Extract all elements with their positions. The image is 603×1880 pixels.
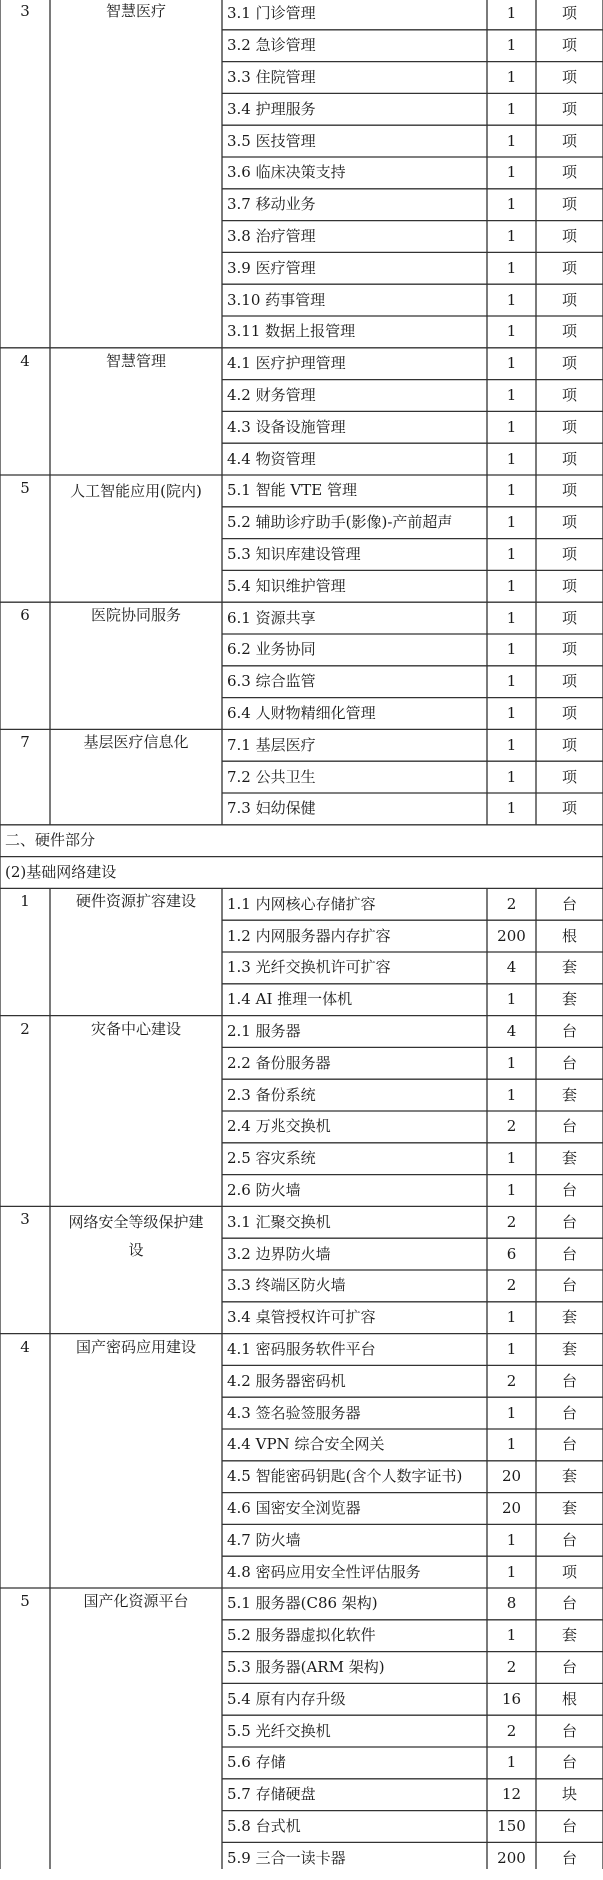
group-name-cell: 国产密码应用建设 [75, 1337, 196, 1356]
item-name-cell: 5.3 服务器(ARM 架构) [227, 1657, 385, 1676]
unit-cell: 项 [561, 258, 577, 277]
item-name-cell: 6.3 综合监管 [227, 672, 316, 691]
unit-cell: 台 [561, 1021, 577, 1040]
quantity-cell: 1 [506, 513, 517, 532]
quantity-cell: 1 [506, 481, 517, 500]
unit-cell: 项 [561, 735, 577, 754]
unit-cell: 台 [561, 1276, 577, 1295]
item-name-cell: 5.9 三合一读卡器 [227, 1848, 346, 1867]
quantity-cell: 1 [506, 67, 517, 86]
quantity-cell: 1 [506, 1180, 517, 1199]
unit-cell: 项 [561, 672, 577, 691]
item-name-cell: 5.7 存储硬盘 [227, 1785, 316, 1804]
unit-cell: 项 [561, 513, 577, 532]
unit-cell: 台 [561, 1212, 577, 1231]
unit-cell: 台 [561, 1753, 577, 1772]
group-number-cell: 2 [20, 1019, 30, 1038]
quantity-cell: 1 [506, 4, 517, 23]
group-name-cell: 硬件资源扩容建设 [75, 892, 196, 911]
unit-cell: 台 [561, 1848, 577, 1867]
unit-cell: 根 [561, 1689, 577, 1708]
group-name-cell: 智慧管理 [105, 351, 166, 370]
item-name-cell: 2.2 备份服务器 [227, 1053, 331, 1072]
group-name-cell: 人工智能应用(院内) [70, 482, 202, 500]
item-name-cell: 5.4 知识维护管理 [227, 576, 346, 595]
quantity-cell: 1 [506, 163, 517, 182]
quantity-cell: 12 [501, 1785, 522, 1804]
quantity-cell: 1 [506, 1530, 517, 1549]
quantity-cell: 1 [506, 354, 517, 373]
item-name-cell: 5.1 智能 VTE 管理 [227, 481, 357, 500]
quantity-cell: 2 [506, 1371, 517, 1390]
quantity-cell: 1 [506, 1403, 517, 1422]
item-name-cell: 5.3 知识库建设管理 [227, 544, 361, 563]
unit-cell: 台 [561, 1530, 577, 1549]
group-name-cell: 智慧医疗 [105, 2, 166, 20]
quantity-cell: 1 [506, 449, 517, 468]
quantity-cell: 1 [506, 767, 517, 786]
quantity-cell: 1 [506, 131, 517, 150]
unit-cell: 套 [561, 1085, 577, 1104]
unit-cell: 套 [561, 1626, 577, 1645]
quantity-cell: 6 [506, 1244, 517, 1263]
item-name-cell: 7.2 公共卫生 [227, 767, 316, 786]
group-number-cell: 3 [20, 1210, 30, 1229]
item-name-cell: 1.2 内网服务器内存扩容 [227, 926, 391, 945]
item-name-cell: 3.11 数据上报管理 [227, 322, 356, 341]
item-name-cell: 7.1 基层医疗 [227, 735, 316, 754]
unit-cell: 块 [561, 1785, 577, 1804]
quantity-cell: 1 [506, 290, 517, 309]
unit-cell: 项 [561, 67, 577, 86]
quantity-cell: 2 [506, 1276, 517, 1295]
unit-cell: 项 [561, 544, 577, 563]
item-name-cell: 4.8 密码应用安全性评估服务 [227, 1562, 421, 1581]
unit-cell: 套 [561, 958, 577, 977]
item-name-cell: 5.2 辅助诊疗助手(影像)-产前超声 [227, 513, 453, 532]
item-name-cell: 7.3 妇幼保健 [227, 799, 316, 818]
item-name-cell: 4.5 智能密码钥匙(含个人数字证书) [227, 1467, 463, 1486]
quantity-cell: 1 [506, 990, 517, 1009]
unit-cell: 项 [561, 449, 577, 468]
quantity-cell: 1 [506, 576, 517, 595]
group-name-cell: 医院协同服务 [90, 606, 181, 625]
unit-cell: 台 [561, 1180, 577, 1199]
item-name-cell: 6.1 资源共享 [227, 608, 316, 627]
item-name-cell: 4.3 签名验签服务器 [227, 1403, 361, 1422]
item-name-cell: 5.5 光纤交换机 [227, 1721, 331, 1740]
unit-cell: 项 [561, 640, 577, 659]
item-name-cell: 4.6 国密安全浏览器 [227, 1498, 361, 1517]
item-name-cell: 3.7 移动业务 [227, 195, 316, 214]
quantity-cell: 1 [506, 1308, 517, 1327]
quantity-cell: 2 [506, 1721, 517, 1740]
quantity-cell: 1 [506, 608, 517, 627]
quantity-cell: 4 [506, 1021, 517, 1040]
group-number-cell: 4 [20, 351, 30, 370]
quantity-cell: 1 [506, 226, 517, 245]
item-name-cell: 3.1 汇聚交换机 [227, 1212, 331, 1231]
item-name-cell: 2.4 万兆交换机 [227, 1117, 331, 1136]
group-name-cell: 国产化资源平台 [83, 1592, 189, 1610]
quantity-cell: 1 [506, 1339, 517, 1358]
quantity-cell: 1 [506, 799, 517, 818]
quantity-cell: 8 [506, 1594, 517, 1613]
item-name-cell: 5.2 服务器虚拟化软件 [227, 1626, 376, 1645]
unit-cell: 台 [561, 1403, 577, 1422]
unit-cell: 项 [561, 290, 577, 309]
quantity-cell: 1 [506, 703, 517, 722]
unit-cell: 台 [561, 1117, 577, 1136]
item-name-cell: 3.5 医技管理 [227, 131, 316, 150]
quantity-cell: 2 [506, 894, 517, 913]
group-number-cell: 4 [20, 1337, 30, 1356]
unit-cell: 项 [561, 163, 577, 182]
quantity-cell: 1 [506, 417, 517, 436]
item-name-cell: 1.3 光纤交换机许可扩容 [227, 958, 391, 977]
item-name-cell: 4.7 防火墙 [227, 1530, 301, 1549]
item-name-cell: 4.3 设备设施管理 [227, 417, 346, 436]
unit-cell: 项 [561, 322, 577, 341]
unit-cell: 套 [561, 990, 577, 1009]
quantity-cell: 1 [506, 1435, 517, 1454]
unit-cell: 项 [561, 799, 577, 818]
unit-cell: 项 [561, 131, 577, 150]
section-title-row: 二、硬件部分 [5, 831, 96, 850]
quantity-cell: 1 [506, 1562, 517, 1581]
unit-cell: 项 [561, 354, 577, 373]
quantity-cell: 20 [501, 1467, 522, 1486]
quantity-cell: 1 [506, 544, 517, 563]
item-name-cell: 3.6 临床决策支持 [227, 163, 346, 182]
unit-cell: 项 [561, 481, 577, 500]
unit-cell: 项 [561, 4, 577, 23]
unit-cell: 项 [561, 1562, 577, 1581]
item-name-cell: 2.6 防火墙 [227, 1180, 301, 1199]
group-name-cell: 网络安全等级保护建设 [68, 1213, 204, 1260]
item-name-cell: 1.4 AI 推理一体机 [227, 990, 353, 1009]
item-name-cell: 5.8 台式机 [227, 1816, 301, 1835]
group-number-cell: 6 [20, 606, 30, 625]
quantity-cell: 1 [506, 1626, 517, 1645]
quantity-cell: 200 [497, 926, 526, 945]
group-name-cell: 灾备中心建设 [90, 1019, 181, 1038]
item-name-cell: 4.2 财务管理 [227, 385, 316, 404]
unit-cell: 台 [561, 1435, 577, 1454]
item-name-cell: 4.4 物资管理 [227, 449, 316, 468]
item-name-cell: 3.3 住院管理 [227, 67, 316, 86]
group-name-cell: 基层医疗信息化 [83, 733, 189, 752]
item-name-cell: 3.4 护理服务 [227, 99, 316, 118]
unit-cell: 台 [561, 1721, 577, 1740]
item-name-cell: 2.3 备份系统 [227, 1085, 316, 1104]
quantity-cell: 1 [506, 735, 517, 754]
item-name-cell: 3.2 急诊管理 [227, 36, 316, 55]
unit-cell: 项 [561, 36, 577, 55]
item-name-cell: 2.1 服务器 [227, 1021, 301, 1040]
unit-cell: 台 [561, 1053, 577, 1072]
item-name-cell: 6.4 人财物精细化管理 [227, 703, 376, 722]
quantity-cell: 1 [506, 99, 517, 118]
quantity-cell: 1 [506, 1085, 517, 1104]
unit-cell: 项 [561, 385, 577, 404]
item-name-cell: 3.10 药事管理 [227, 290, 326, 309]
quantity-cell: 150 [497, 1816, 526, 1835]
quantity-cell: 2 [506, 1117, 517, 1136]
item-name-cell: 5.1 服务器(C86 架构) [227, 1594, 378, 1613]
group-number-cell: 1 [20, 892, 30, 911]
item-name-cell: 4.1 密码服务软件平台 [227, 1339, 376, 1358]
item-name-cell: 3.2 边界防火墙 [227, 1244, 331, 1263]
quantity-cell: 1 [506, 1149, 517, 1168]
unit-cell: 项 [561, 576, 577, 595]
item-name-cell: 2.5 容灾系统 [227, 1149, 316, 1168]
quantity-cell: 1 [506, 640, 517, 659]
item-name-cell: 6.2 业务协同 [227, 640, 316, 659]
item-name-cell: 3.3 终端区防火墙 [227, 1276, 346, 1295]
unit-cell: 项 [561, 417, 577, 436]
unit-cell: 套 [561, 1339, 577, 1358]
item-name-cell: 5.6 存储 [227, 1753, 286, 1772]
unit-cell: 台 [561, 894, 577, 913]
item-name-cell: 1.1 内网核心存储扩容 [227, 894, 376, 913]
quantity-cell: 1 [506, 1053, 517, 1072]
unit-cell: 台 [561, 1371, 577, 1390]
item-name-cell: 4.1 医疗护理管理 [227, 354, 346, 373]
group-number-cell: 5 [20, 1592, 30, 1610]
subsection-title-row: (2)基础网络建设 [5, 862, 117, 881]
unit-cell: 项 [561, 226, 577, 245]
quantity-cell: 1 [506, 672, 517, 691]
unit-cell: 项 [561, 195, 577, 214]
group-number-cell: 3 [20, 2, 30, 20]
group-number-cell: 7 [20, 733, 30, 752]
group-number-cell: 5 [20, 479, 30, 497]
item-name-cell: 3.8 治疗管理 [227, 226, 316, 245]
quantity-cell: 16 [501, 1689, 522, 1708]
unit-cell: 台 [561, 1594, 577, 1613]
quantity-cell: 1 [506, 36, 517, 55]
unit-cell: 项 [561, 767, 577, 786]
quantity-cell: 2 [506, 1657, 517, 1676]
quantity-cell: 200 [497, 1848, 526, 1867]
unit-cell: 项 [561, 608, 577, 627]
item-name-cell: 4.2 服务器密码机 [227, 1371, 346, 1390]
quantity-cell: 1 [506, 385, 517, 404]
unit-cell: 项 [561, 703, 577, 722]
unit-cell: 套 [561, 1467, 577, 1486]
unit-cell: 台 [561, 1816, 577, 1835]
unit-cell: 套 [561, 1498, 577, 1517]
quantity-cell: 1 [506, 322, 517, 341]
item-name-cell: 3.4 桌管授权许可扩容 [227, 1308, 376, 1327]
quantity-cell: 20 [501, 1498, 522, 1517]
item-name-cell: 4.4 VPN 综合安全网关 [227, 1435, 385, 1454]
item-name-cell: 3.1 门诊管理 [227, 4, 316, 23]
quantity-cell: 4 [506, 958, 517, 977]
quantity-cell: 1 [506, 195, 517, 214]
unit-cell: 台 [561, 1244, 577, 1263]
unit-cell: 根 [561, 926, 577, 945]
unit-cell: 项 [561, 99, 577, 118]
quantity-cell: 1 [506, 1753, 517, 1772]
quantity-cell: 2 [506, 1212, 517, 1231]
unit-cell: 台 [561, 1657, 577, 1676]
unit-cell: 套 [561, 1308, 577, 1327]
item-name-cell: 3.9 医疗管理 [227, 258, 316, 277]
item-name-cell: 5.4 原有内存升级 [227, 1689, 346, 1708]
unit-cell: 套 [561, 1149, 577, 1168]
quantity-cell: 1 [506, 258, 517, 277]
